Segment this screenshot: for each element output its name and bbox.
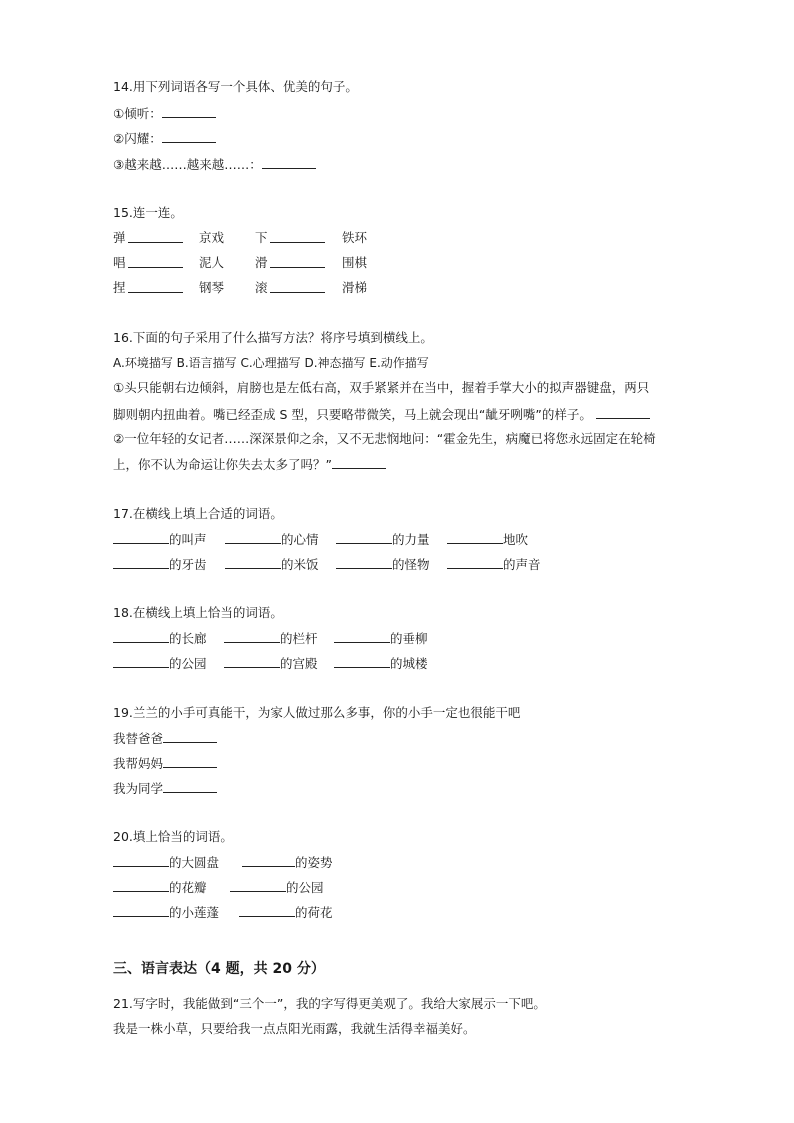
fill-suffix: 地吹 [503, 532, 529, 547]
fill-blank[interactable] [113, 903, 169, 917]
fill-blank[interactable] [224, 629, 280, 643]
fill-blank[interactable] [113, 878, 169, 892]
q15-word: 泥人 [199, 255, 225, 270]
fill-suffix: 的声音 [503, 557, 541, 572]
answer-blank[interactable] [163, 779, 217, 793]
q15-row-3 [113, 279, 513, 299]
q16-passage-2-line-2 [113, 455, 386, 474]
q16-passage-1-text: 脚则朝内扭曲着。嘴已经歪成 S 型，只要略带微笑，马上就会现出“龇牙咧嘴”的样子。 [113, 407, 592, 422]
q14-item-2-label: ②闪耀： [113, 131, 162, 146]
fill-blank[interactable] [230, 878, 286, 892]
q19-item-label: 我替爸爸 [113, 731, 164, 746]
fill-suffix: 的心情 [281, 532, 319, 547]
fill-suffix: 的长廊 [169, 631, 207, 646]
q19-item-3 [113, 779, 217, 798]
fill-blank[interactable] [334, 629, 390, 643]
fill-suffix: 的公园 [169, 656, 207, 671]
fill-suffix: 的大圆盘 [169, 855, 220, 870]
fill-suffix: 的小莲蓬 [169, 905, 220, 920]
answer-blank[interactable] [262, 155, 316, 169]
q18-row-1 [113, 629, 513, 649]
match-blank[interactable] [128, 229, 183, 243]
q14-title: 14.用下列词语各写一个具体、优美的句子。 [113, 79, 358, 94]
q21-sentence: 我是一株小草，只要给我一点点阳光雨露，我就生活得幸福美好。 [113, 1021, 476, 1036]
section-3-heading: 三、语言表达（4 题，共 20 分） [113, 961, 325, 977]
q19-item-label: 我帮妈妈 [113, 756, 164, 771]
match-blank[interactable] [270, 229, 325, 243]
q20-row-2 [113, 878, 513, 898]
fill-blank[interactable] [239, 903, 295, 917]
q17-title: 17.在横线上填上合适的词语。 [113, 506, 283, 521]
match-blank[interactable] [270, 279, 325, 293]
q15-word: 滑 [255, 255, 268, 270]
fill-blank[interactable] [113, 853, 169, 867]
q14-item-1 [113, 104, 216, 123]
q19-item-1 [113, 729, 217, 748]
q15-word: 铁环 [342, 230, 368, 245]
fill-blank[interactable] [225, 555, 281, 569]
q14-item-1-label: ①倾听： [113, 106, 162, 121]
match-blank[interactable] [128, 254, 183, 268]
fill-suffix: 的垂柳 [390, 631, 428, 646]
q15-word: 滚 [255, 280, 268, 295]
q16-passage-1-line-1: ①头只能朝右边倾斜，肩膀也是左低右高，双手紧紧并在当中，握着手掌大小的拟声器键盘，两只 [113, 380, 650, 395]
q15-word: 捏 [113, 280, 126, 295]
q19-title: 19.兰兰的小手可真能干，为家人做过那么多事，你的小手一定也很能干吧 [113, 705, 521, 720]
fill-suffix: 的城楼 [390, 656, 428, 671]
q16-options: A.环境描写 B.语言描写 C.心理描写 D.神态描写 E.动作描写 [113, 356, 429, 370]
fill-suffix: 的牙齿 [169, 557, 207, 572]
fill-blank[interactable] [334, 654, 390, 668]
q18-title: 18.在横线上填上恰当的词语。 [113, 605, 283, 620]
fill-blank[interactable] [113, 530, 169, 544]
fill-suffix: 的叫声 [169, 532, 207, 547]
q18-row-2 [113, 654, 513, 674]
fill-blank[interactable] [225, 530, 281, 544]
fill-suffix: 的宫殿 [280, 656, 318, 671]
q15-word: 唱 [113, 255, 126, 270]
q15-word: 弹 [113, 230, 126, 245]
match-blank[interactable] [128, 279, 183, 293]
q15-word: 围棋 [342, 255, 368, 270]
fill-suffix: 的怪物 [392, 557, 430, 572]
q15-row-1 [113, 229, 513, 249]
answer-blank[interactable] [596, 405, 650, 419]
q17-row-2 [113, 555, 613, 575]
q20-title: 20.填上恰当的词语。 [113, 829, 233, 844]
answer-blank[interactable] [163, 729, 217, 743]
answer-blank[interactable] [163, 754, 217, 768]
q15-title: 15.连一连。 [113, 205, 183, 220]
fill-suffix: 的荷花 [295, 905, 333, 920]
q15-word: 下 [255, 230, 268, 245]
q14-item-3 [113, 155, 316, 174]
q15-word: 钢琴 [199, 280, 225, 295]
q15-word: 京戏 [199, 230, 225, 245]
q17-row-1 [113, 530, 613, 550]
fill-blank[interactable] [336, 555, 392, 569]
fill-suffix: 的米饭 [281, 557, 319, 572]
q19-item-2 [113, 754, 217, 773]
q15-row-2 [113, 254, 513, 274]
q16-passage-2-text: 上，你不认为命运让你失去太多了吗？” [113, 457, 332, 472]
q20-row-1 [113, 853, 513, 873]
q16-passage-2-line-1: ②一位年轻的女记者……深深景仰之余，又不无悲悯地问：“霍金先生，病魔已将您永远固定在轮椅 [113, 431, 656, 446]
q21-title: 21.写字时，我能做到“三个一”，我的字写得更美观了。我给大家展示一下吧。 [113, 996, 546, 1011]
fill-blank[interactable] [242, 853, 295, 867]
q20-row-3 [113, 903, 513, 923]
answer-blank[interactable] [332, 455, 386, 469]
q14-item-2 [113, 129, 216, 148]
answer-blank[interactable] [162, 129, 216, 143]
fill-suffix: 的公园 [286, 880, 324, 895]
q15-word: 滑梯 [342, 280, 368, 295]
q16-passage-1-line-2 [113, 405, 650, 424]
q16-title: 16.下面的句子采用了什么描写方法？将序号填到横线上。 [113, 330, 433, 345]
fill-blank[interactable] [224, 654, 280, 668]
q19-item-label: 我为同学 [113, 781, 164, 796]
fill-blank[interactable] [336, 530, 392, 544]
q14-item-3-label: ③越来越……越来越……： [113, 157, 262, 172]
answer-blank[interactable] [162, 104, 216, 118]
match-blank[interactable] [270, 254, 325, 268]
fill-blank[interactable] [113, 555, 169, 569]
fill-blank[interactable] [113, 654, 169, 668]
fill-suffix: 的花瓣 [169, 880, 207, 895]
fill-blank[interactable] [447, 555, 503, 569]
fill-suffix: 的栏杆 [280, 631, 318, 646]
fill-blank[interactable] [113, 629, 169, 643]
fill-blank[interactable] [447, 530, 503, 544]
fill-suffix: 的姿势 [295, 855, 333, 870]
fill-suffix: 的力量 [392, 532, 430, 547]
